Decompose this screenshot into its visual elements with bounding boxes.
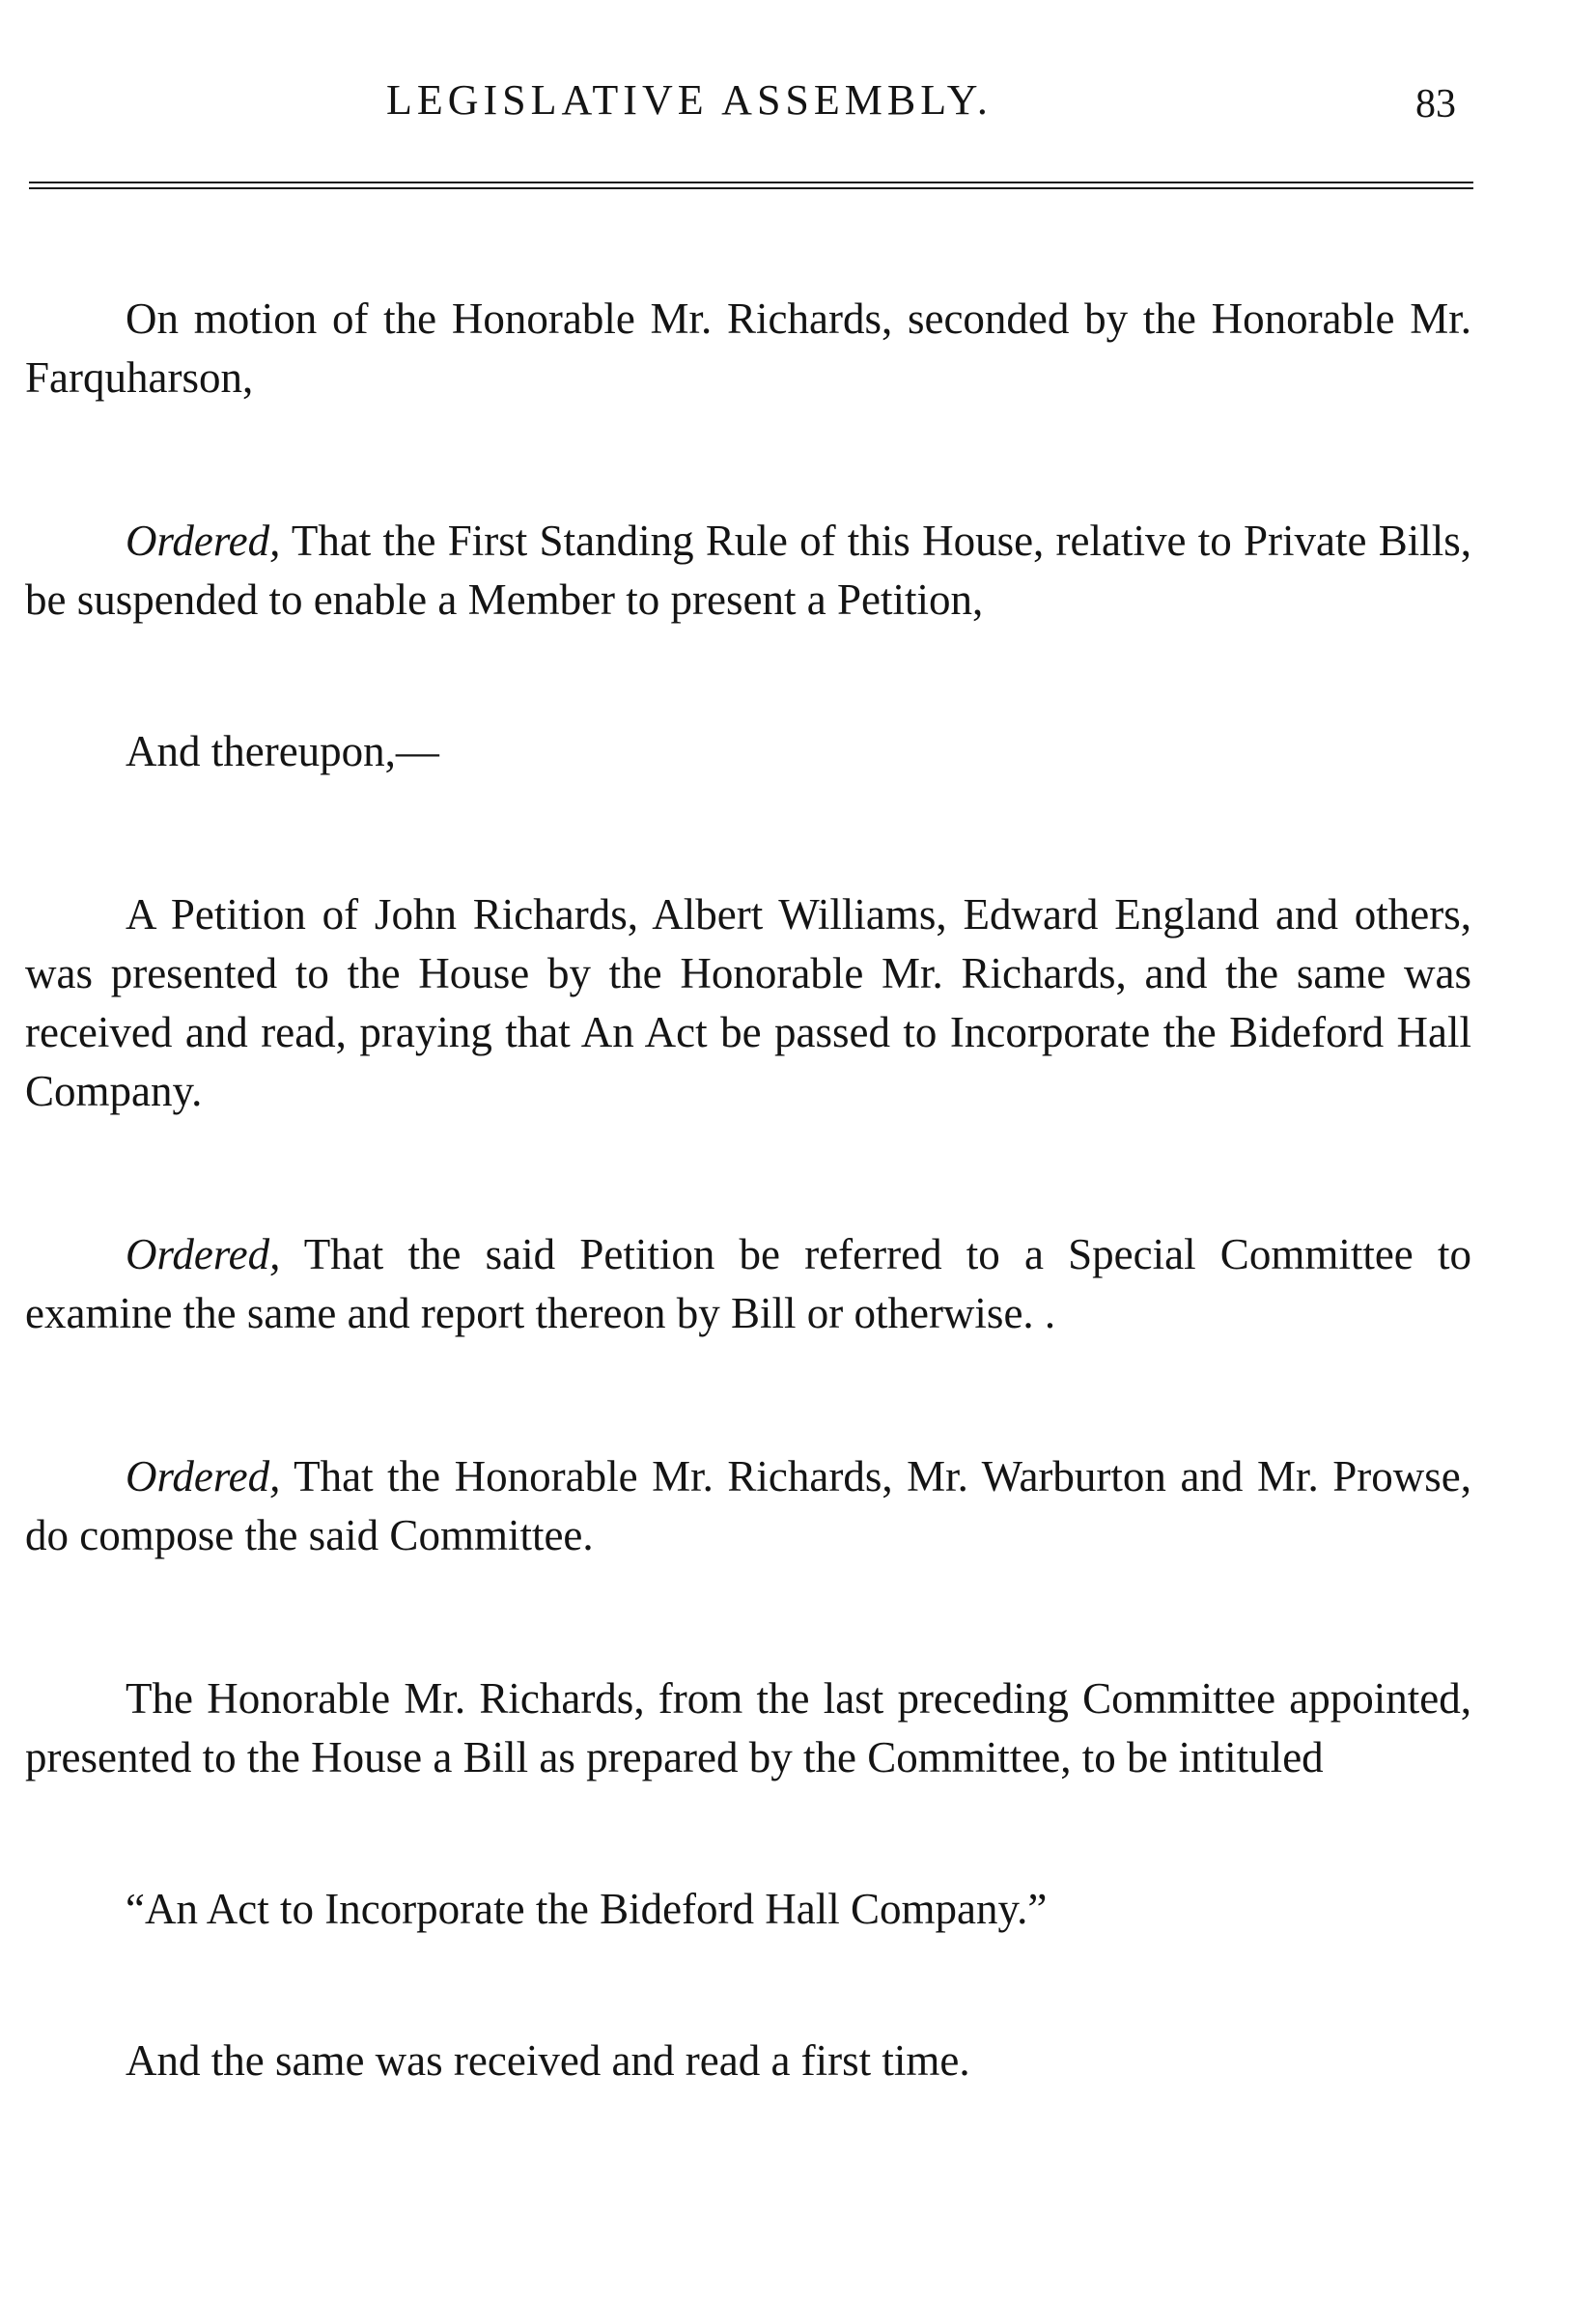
- paragraph-act-title: [25, 1880, 1471, 1939]
- paragraph-ordered-suspend-rule: [25, 512, 1471, 630]
- paragraph-petition: [25, 885, 1471, 1121]
- page-header-title: LEGISLATIVE ASSEMBLY.: [386, 76, 993, 124]
- paragraph-ordered-referred: [25, 1225, 1471, 1343]
- paragraph-text: That the said Petition be referred to a Special Committee to examine the same and report thereon by Bill or otherwise. .: [25, 1230, 1471, 1337]
- running-head: [0, 75, 1596, 133]
- header-double-rule: [29, 182, 1473, 189]
- paragraph-text: That the First Standing Rule of this House, relative to Private Bills, be suspended to enable a Member to present a Petition,: [25, 517, 1471, 624]
- paragraph-lead: Ordered,: [126, 517, 281, 565]
- paragraph-text: That the Honorable Mr. Richards, Mr. Warburton and Mr. Prowse, do compose the said Committee.: [25, 1452, 1471, 1559]
- paragraph-text: And the same was received and read a first time.: [126, 2036, 970, 2085]
- paragraph-lead: Ordered,: [126, 1230, 281, 1278]
- paragraph-text: On motion of the Honorable Mr. Richards, seconded by the Honorable Mr. Farquharson,: [25, 294, 1471, 402]
- paragraph-ordered-committee: [25, 1447, 1471, 1565]
- paragraph-first-reading: [25, 2032, 1471, 2090]
- paragraph-text: “An Act to Incorporate the Bideford Hall Company.”: [126, 1885, 1048, 1933]
- paragraph-motion: [25, 290, 1471, 407]
- paragraph-text: The Honorable Mr. Richards, from the last preceding Committee appointed, presented to the House a Bill as prepared by the Committee, to be intituled: [25, 1674, 1471, 1781]
- paragraph-bill-presented: [25, 1669, 1471, 1787]
- page-body: [25, 290, 1471, 2090]
- page-number: 83: [1415, 82, 1456, 126]
- paragraph-thereupon: [25, 722, 1471, 781]
- paragraph-text: A Petition of John Richards, Albert Williams, Edward England and others, was presented to the House by the Honorable Mr. Richards, and the same was received and read, praying that An Act be passed to Incorporate the Bideford Hall Company.: [25, 890, 1471, 1115]
- paragraph-lead: Ordered,: [126, 1452, 281, 1500]
- paragraph-text: And thereupon,—: [126, 727, 439, 775]
